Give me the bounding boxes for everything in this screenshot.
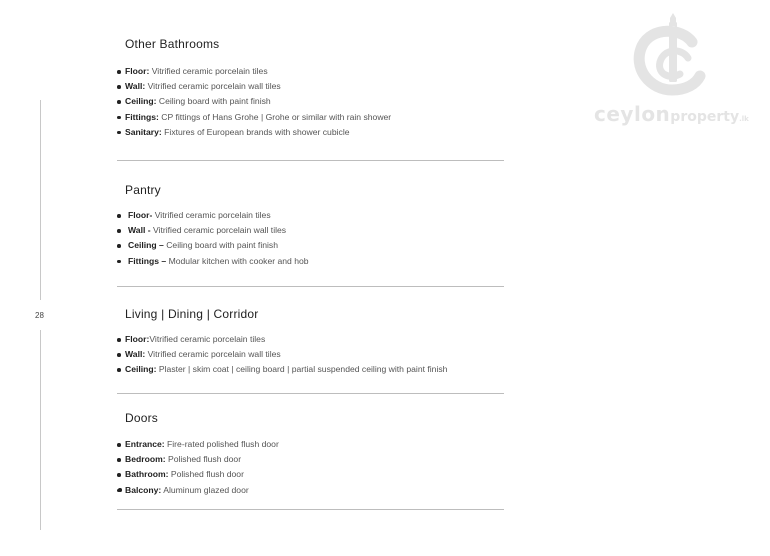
spec-list — [116, 208, 506, 269]
logo-text-second: property — [670, 109, 740, 125]
list-item — [116, 110, 506, 125]
ceylon-property-logo — [594, 12, 752, 128]
item-value: Aluminum glazed door — [161, 484, 249, 495]
spec-list — [116, 332, 506, 378]
section-divider — [117, 509, 504, 510]
item-value: Fixtures of European brands with shower cubicle — [161, 126, 350, 137]
section-title: Other Bathrooms — [125, 37, 220, 51]
list-item — [116, 223, 506, 238]
logo-text-main: ceylon — [594, 102, 671, 126]
item-value: Ceiling board with paint finish — [163, 240, 278, 251]
list-item — [116, 125, 506, 140]
list-item — [116, 79, 506, 94]
margin-line-bottom — [40, 330, 41, 530]
section-divider — [117, 286, 504, 287]
section-doors — [116, 411, 506, 498]
item-label: Entrance: — [125, 439, 165, 449]
section-divider — [117, 393, 504, 394]
item-value: CP fittings of Hans Grohe | Grohe or similar with rain shower — [158, 111, 392, 122]
item-label: Balcony: — [125, 484, 162, 495]
item-value: Vitrified ceramic porcelain wall tiles — [150, 225, 287, 236]
section-title: Living | Dining | Corridor — [125, 307, 259, 321]
item-value: Plaster | skim coat | ceiling board | partial suspended ceiling with paint finish — [156, 364, 448, 375]
logo-mark-icon — [630, 12, 716, 104]
section-living-dining-corridor — [116, 307, 506, 378]
list-item — [116, 208, 506, 223]
list-item — [116, 332, 506, 347]
list-item — [116, 437, 506, 452]
list-item — [116, 452, 506, 467]
item-label: Wall - — [128, 225, 151, 236]
item-value: Vitrified ceramic porcelain tiles — [152, 210, 271, 220]
item-value: Fire-rated polished flush door — [164, 439, 279, 449]
item-label: Bathroom: — [125, 469, 169, 480]
item-label: Ceiling: — [125, 364, 157, 375]
section-divider — [117, 160, 504, 161]
section-title: Doors — [125, 411, 159, 425]
item-value: Ceiling board with paint finish — [156, 96, 271, 107]
item-label: Wall: — [125, 349, 146, 360]
spec-list — [116, 437, 506, 498]
item-value: Vitrified ceramic porcelain wall tiles — [145, 349, 281, 360]
list-item — [116, 347, 506, 362]
item-label: Wall: — [125, 81, 146, 92]
list-item — [116, 94, 506, 109]
item-label: Ceiling – — [128, 240, 164, 251]
bullet-dot — [118, 488, 122, 492]
item-value: Vitrified ceramic porcelain tiles — [149, 334, 266, 344]
item-value: Modular kitchen with cooker and hob — [166, 255, 309, 266]
item-label: Floor: — [125, 334, 150, 344]
item-label: Floor- — [128, 210, 153, 220]
section-pantry — [116, 183, 506, 269]
item-value: Polished flush door — [165, 454, 242, 465]
section-other-bathrooms — [116, 37, 506, 140]
item-value: Polished flush door — [168, 469, 244, 480]
item-label: Sanitary: — [125, 126, 162, 137]
item-label: Floor: — [125, 66, 150, 76]
list-item — [116, 254, 506, 269]
item-value: Vitrified ceramic porcelain wall tiles — [145, 81, 281, 92]
spec-list — [116, 64, 506, 140]
list-item — [116, 362, 506, 377]
item-label: Bedroom: — [125, 454, 166, 465]
item-value: Vitrified ceramic porcelain tiles — [149, 66, 268, 76]
section-title: Pantry — [125, 183, 161, 197]
logo-wordmark — [594, 102, 752, 126]
list-item — [116, 467, 506, 482]
list-item — [116, 483, 506, 498]
logo-text-tld: .lk — [739, 115, 749, 123]
margin-line-top — [40, 100, 41, 300]
list-item — [116, 238, 506, 253]
list-item — [116, 64, 506, 79]
item-label: Fittings – — [128, 255, 167, 266]
item-label: Ceiling: — [125, 96, 157, 107]
page-number: 28 — [35, 311, 44, 320]
item-label: Fittings: — [125, 111, 159, 122]
